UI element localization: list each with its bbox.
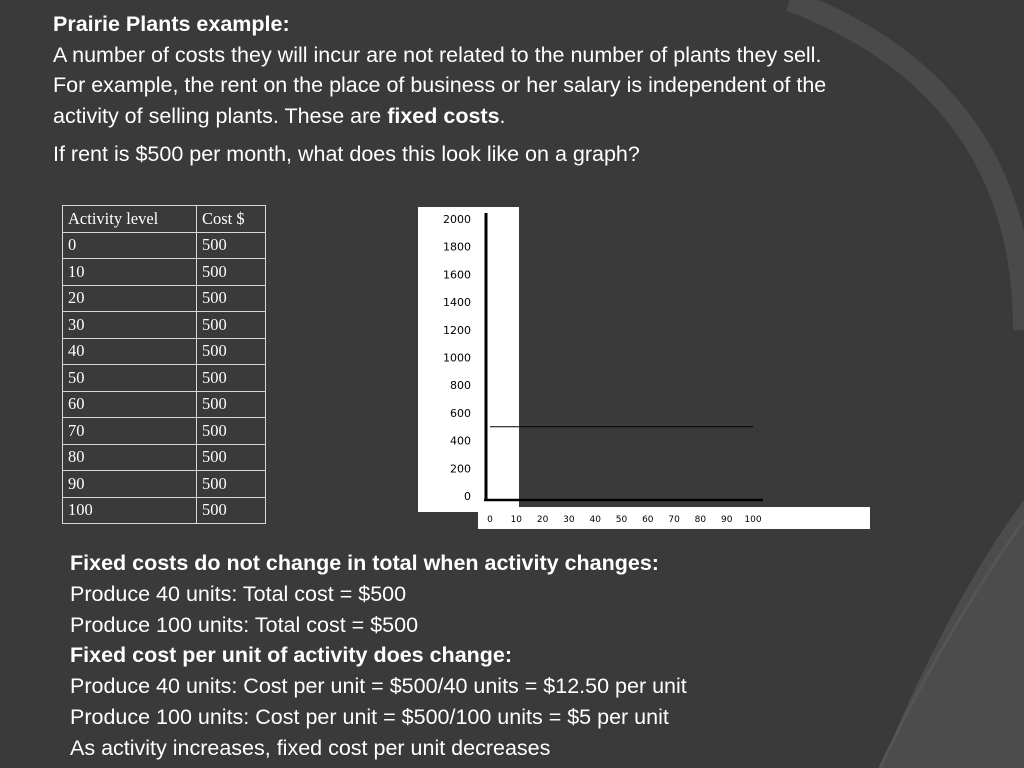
y-tick-label: 1600 bbox=[443, 268, 471, 282]
activity-cell: 70 bbox=[63, 418, 197, 445]
cost-cell: 500 bbox=[197, 338, 266, 365]
table-row bbox=[63, 312, 266, 339]
table-row bbox=[63, 497, 266, 524]
activity-cell: 10 bbox=[63, 259, 197, 286]
activity-cell: 40 bbox=[63, 338, 197, 365]
x-tick-label: 0 bbox=[487, 515, 493, 525]
cost-cell: 500 bbox=[197, 259, 266, 286]
activity-cell: 90 bbox=[63, 471, 197, 498]
y-tick-label: 800 bbox=[450, 379, 471, 393]
table-row bbox=[63, 338, 266, 365]
x-tick-label: 80 bbox=[694, 515, 707, 525]
activity-cell: 60 bbox=[63, 391, 197, 418]
x-tick-label: 40 bbox=[589, 515, 601, 525]
table-row bbox=[63, 285, 266, 312]
y-tick-label: 200 bbox=[450, 462, 471, 476]
intro-heading: Prairie Plants example: bbox=[53, 12, 290, 36]
y-tick-label: 1200 bbox=[443, 323, 471, 337]
summary-line-1: Produce 40 units: Total cost = $500 bbox=[70, 581, 407, 606]
intro-question: If rent is $500 per month, what does this look like on a graph? bbox=[53, 142, 640, 166]
header-activity-level: Activity level bbox=[63, 206, 197, 233]
intro-text bbox=[53, 9, 1003, 170]
cost-cell: 500 bbox=[197, 418, 266, 445]
cost-cell: 500 bbox=[197, 285, 266, 312]
x-tick-label: 100 bbox=[744, 515, 762, 525]
x-tick-label: 10 bbox=[510, 515, 523, 525]
summary-line-4: Produce 100 units: Cost per unit = $500/100 units = $5 per unit bbox=[70, 704, 669, 729]
cost-cell: 500 bbox=[197, 365, 266, 392]
y-tick-label: 2000 bbox=[443, 213, 471, 226]
x-tick-label: 30 bbox=[563, 515, 575, 525]
y-tick-label: 1400 bbox=[443, 296, 471, 310]
cost-cell: 500 bbox=[197, 232, 266, 259]
y-tick-label: 600 bbox=[450, 406, 471, 420]
x-tick-label: 70 bbox=[668, 515, 680, 525]
summary-heading-total: Fixed costs do not change in total when activity changes: bbox=[70, 551, 659, 575]
y-tick-label: 400 bbox=[450, 434, 471, 448]
cost-cell: 500 bbox=[197, 444, 266, 471]
activity-cell: 30 bbox=[63, 312, 197, 339]
table-row bbox=[63, 444, 266, 471]
cost-cell: 500 bbox=[197, 312, 266, 339]
summary-heading-per-unit: Fixed cost per unit of activity does change: bbox=[70, 643, 513, 668]
activity-cell: 100 bbox=[63, 497, 197, 524]
table-row bbox=[63, 418, 266, 445]
activity-cost-table bbox=[62, 205, 266, 524]
intro-line-2: For example, the rent on the place of business or her salary is independent of the bbox=[53, 73, 827, 97]
intro-line-1: A number of costs they will incur are not related to the number of plants they sell. bbox=[53, 42, 822, 67]
intro-line-3-end: . bbox=[499, 103, 506, 128]
table-row bbox=[63, 259, 266, 286]
activity-cell: 0 bbox=[63, 232, 197, 259]
y-tick-label: 1000 bbox=[443, 351, 471, 365]
header-cost: Cost $ bbox=[197, 206, 266, 233]
intro-line-3: activity of selling plants. These are bbox=[53, 103, 388, 128]
table-row bbox=[63, 365, 266, 392]
x-tick-label: 50 bbox=[615, 515, 628, 525]
x-tick-label: 20 bbox=[536, 515, 549, 525]
activity-cell: 50 bbox=[63, 365, 197, 392]
y-tick-label: 0 bbox=[464, 490, 471, 503]
activity-cell: 20 bbox=[63, 285, 197, 312]
cost-cell: 500 bbox=[197, 391, 266, 418]
x-tick-label: 60 bbox=[642, 515, 654, 525]
table-header-row bbox=[63, 206, 266, 233]
summary-text bbox=[70, 548, 1000, 764]
table-row bbox=[63, 471, 266, 498]
summary-line-3: Produce 40 units: Cost per unit = $500/40 units = $12.50 per unit bbox=[70, 674, 687, 699]
summary-line-5: As activity increases, fixed cost per unit decreases bbox=[70, 735, 551, 760]
fixed-costs-term: fixed costs bbox=[387, 103, 500, 128]
fixed-cost-chart bbox=[418, 207, 870, 529]
table-row bbox=[63, 391, 266, 418]
cost-cell: 500 bbox=[197, 471, 266, 498]
table-row bbox=[63, 232, 266, 259]
activity-cell: 80 bbox=[63, 444, 197, 471]
cost-cell: 500 bbox=[197, 497, 266, 524]
y-tick-label: 1800 bbox=[443, 240, 471, 254]
summary-line-2: Produce 100 units: Total cost = $500 bbox=[70, 612, 419, 637]
x-tick-label: 90 bbox=[720, 515, 733, 525]
